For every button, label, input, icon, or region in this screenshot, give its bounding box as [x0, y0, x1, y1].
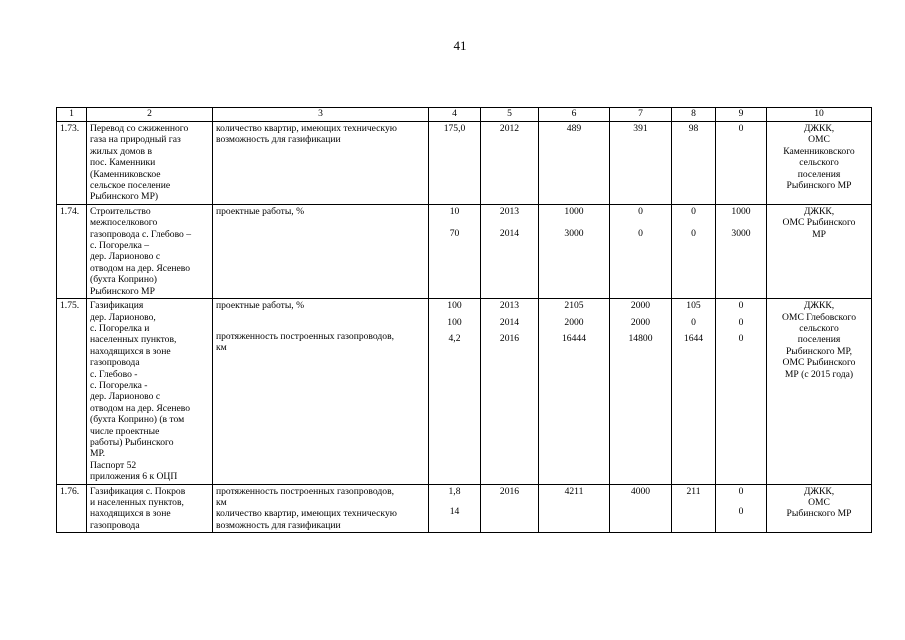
row-number: 1.74. — [57, 204, 87, 298]
col-8-value: 0 0 — [672, 204, 716, 298]
column-header-7: 7 — [610, 108, 672, 122]
col-8-value: 98 — [672, 122, 716, 205]
column-header-4: 4 — [429, 108, 481, 122]
col-8-value: 105 0 1644 — [672, 299, 716, 485]
measure-name: Газификация с. Покров и населенных пунктов, находящихся в зоне газопровода — [87, 484, 213, 533]
table-row — [57, 299, 872, 485]
year: 2013 2014 2016 — [481, 299, 539, 485]
indicator: количество квартир, имеющих техническую возможность для газификации — [213, 122, 429, 205]
column-header-6: 6 — [539, 108, 610, 122]
column-header-5: 5 — [481, 108, 539, 122]
col-6-value: 2105 2000 16444 — [539, 299, 610, 485]
measure-name: Строительство межпоселкового газопровода с. Глебово – с. Погорелка – дер. Ларионово с отводом на дер. Ясенево (бухта Коприно) Рыбинского МР — [87, 204, 213, 298]
column-header-3: 3 — [213, 108, 429, 122]
row-number: 1.75. — [57, 299, 87, 485]
table-row — [57, 484, 872, 533]
year: 2013 2014 — [481, 204, 539, 298]
measure-name: Перевод со сжиженного газа на природный газ жилых домов в пос. Каменники (Каменниковское сельское поселение Рыбинского МР) — [87, 122, 213, 205]
col-9-value: 0 0 0 — [716, 299, 767, 485]
executor: ДЖКК, ОМС Рыбинского МР — [767, 204, 872, 298]
indicator-value: 100 100 4,2 — [429, 299, 481, 485]
year: 2012 — [481, 122, 539, 205]
row-number: 1.73. — [57, 122, 87, 205]
table-row — [57, 204, 872, 298]
column-header-1: 1 — [57, 108, 87, 122]
col-7-value: 0 0 — [610, 204, 672, 298]
indicator: протяженность построенных газопроводов, км количество квартир, имеющих техническую возможность для газификации — [213, 484, 429, 533]
col-9-value: 0 0 — [716, 484, 767, 533]
col-7-value: 391 — [610, 122, 672, 205]
indicator-value: 175,0 — [429, 122, 481, 205]
year: 2016 — [481, 484, 539, 533]
col-8-value: 211 — [672, 484, 716, 533]
indicator-value: 10 70 — [429, 204, 481, 298]
executor: ДЖКК, ОМС Глебовского сельского поселения Рыбинского МР, ОМС Рыбинского МР (с 2015 года) — [767, 299, 872, 485]
page-number: 41 — [453, 38, 467, 53]
executor: ДЖКК, ОМС Рыбинского МР — [767, 484, 872, 533]
col-9-value: 1000 3000 — [716, 204, 767, 298]
col-6-value: 1000 3000 — [539, 204, 610, 298]
col-9-value: 0 — [716, 122, 767, 205]
indicator: проектные работы, % протяженность построенных газопроводов, км — [213, 299, 429, 485]
executor: ДЖКК, ОМС Каменниковского сельского поселения Рыбинского МР — [767, 122, 872, 205]
measure-name: Газификация дер. Ларионово, с. Погорелка и населенных пунктов, находящихся в зоне газопровода с. Глебово - с. Погорелка - дер. Ларионово с отводом на дер. Ясенево (бухта Коприно) (в том числе проектные работы) Рыбинского МР. Паспорт 52 приложения 6 к ОЦП — [87, 299, 213, 485]
column-header-9: 9 — [716, 108, 767, 122]
header-row — [57, 108, 872, 122]
column-header-10: 10 — [767, 108, 872, 122]
col-6-value: 489 — [539, 122, 610, 205]
program-table — [56, 107, 872, 533]
indicator-value: 1,8 14 — [429, 484, 481, 533]
row-number: 1.76. — [57, 484, 87, 533]
col-7-value: 2000 2000 14800 — [610, 299, 672, 485]
table-row — [57, 122, 872, 205]
column-header-8: 8 — [672, 108, 716, 122]
column-header-2: 2 — [87, 108, 213, 122]
col-7-value: 4000 — [610, 484, 672, 533]
col-6-value: 4211 — [539, 484, 610, 533]
indicator: проектные работы, % — [213, 204, 429, 298]
